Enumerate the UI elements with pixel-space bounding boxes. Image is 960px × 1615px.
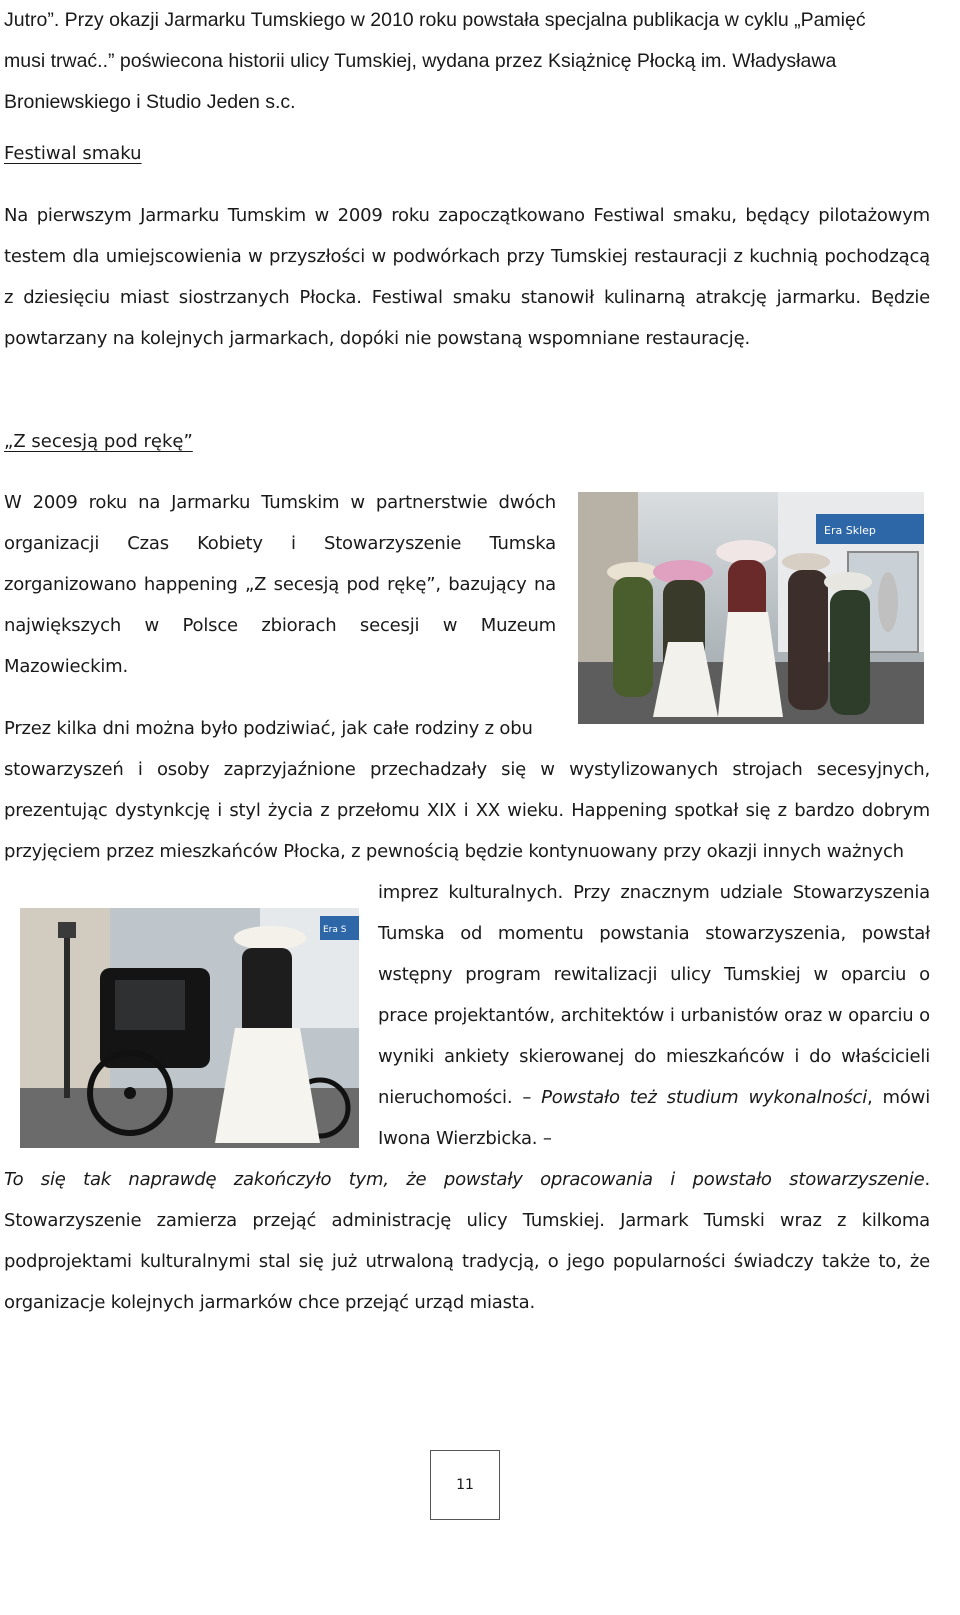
secesja-heading: „Z secesją pod rękę” xyxy=(4,431,193,452)
carriage-illustration xyxy=(20,908,359,1148)
group-costume-illustration xyxy=(578,492,924,724)
festiwal-heading: Festiwal smaku xyxy=(4,143,142,164)
secesja-paragraph-3-continued xyxy=(4,1159,930,1323)
intro-paragraph xyxy=(4,0,930,123)
intro-line-1: Jutro”. Przy okazji Jarmarku Tumskiego w 2010 roku powstała specjalna publikacja w cyklu „Pamięć xyxy=(4,9,866,31)
carriage-sign-text: Era S xyxy=(323,925,347,935)
intro-line-3: Broniewskiego i Studio Jeden s.c. xyxy=(4,91,296,113)
secesja-paragraph-3-column xyxy=(378,872,930,1159)
secesja-paragraph-1: W 2009 roku na Jarmarku Tumskim w partnerstwie dwóch organizacji Czas Kobiety i Stowarzyszenie Tumska zorganizowano happening „Z secesją pod rękę”, bazujący na największych w Polsce zbiorach secesji w Muzeum Mazowieckim. xyxy=(4,492,556,677)
page-number: 11 xyxy=(456,1477,474,1493)
paragraph-3-end: . Stowarzyszenie zamierza przejąć administrację ulicy Tumskiej. Jarmark Tumski wraz z kilkoma podprojektami kulturalnymi stal się już utrwaloną tradycją, o jego popularności świadczy także to, że organizacje kolejnych jarmarków chce przejąć urząd miasta. xyxy=(4,1169,930,1313)
festiwal-paragraph: Na pierwszym Jarmarku Tumskim w 2009 roku zapoczątkowano Festiwal smaku, będący pilotażowym testem dla umiejscowienia w przyszłości w podwórkach przy Tumskiej restauracji z kuchnią pochodzącą z dziesięciu miast siostrzanych Płocka. Festiwal smaku stanowił kulinarną atrakcję jarmarku. Będzie powtarzany na kolejnych jarmarkach, dopóki nie powstaną wspomniane restaurację. xyxy=(4,205,930,349)
paragraph-3-text: imprez kulturalnych. Przy znacznym udziale Stowarzyszenia Tumska od momentu powstania stowarzyszenia, powstał wstępny program rewitalizacji ulicy Tumskiej w oparciu o prace projektantów, architektów i urbanistów oraz w oparciu o wyniki ankiety skierowanej do mieszkańców i do właścicieli nieruchomości. – xyxy=(378,882,930,1108)
quote-studium: Powstało też studium wykonalności xyxy=(541,1087,868,1108)
speaker-attribution: , mówi Iwona Wierzbicka. – xyxy=(378,1087,930,1149)
group-costume-photo xyxy=(578,492,924,724)
quote-stowarzyszenie: To się tak naprawdę zakończyło tym, że powstały opracowania i powstało stowarzyszenie xyxy=(4,1169,925,1190)
shop-sign-text: Era Sklep xyxy=(824,524,876,537)
intro-line-2: musi trwać..” poświecona historii ulicy Tumskiej, wydana przez Książnicę Płocką im. Władysława xyxy=(4,50,837,72)
carriage-photo xyxy=(20,908,359,1148)
page-number-box xyxy=(430,1450,500,1520)
secesja-paragraph-2-first-line: Przez kilka dni można było podziwiać, jak całe rodziny z obu xyxy=(4,718,533,739)
secesja-paragraph-2: stowarzyszeń i osoby zaprzyjaźnione przechadzały się w wystylizowanych strojach secesyjnych, prezentując dystynkcję i styl życia z przełomu XIX i XX wieku. Happening spotkał się z bardzo dobrym przyjęciem przez mieszkańców Płocka, z pewnością będzie kontynuowany przy okazji innych ważnych xyxy=(4,759,930,862)
